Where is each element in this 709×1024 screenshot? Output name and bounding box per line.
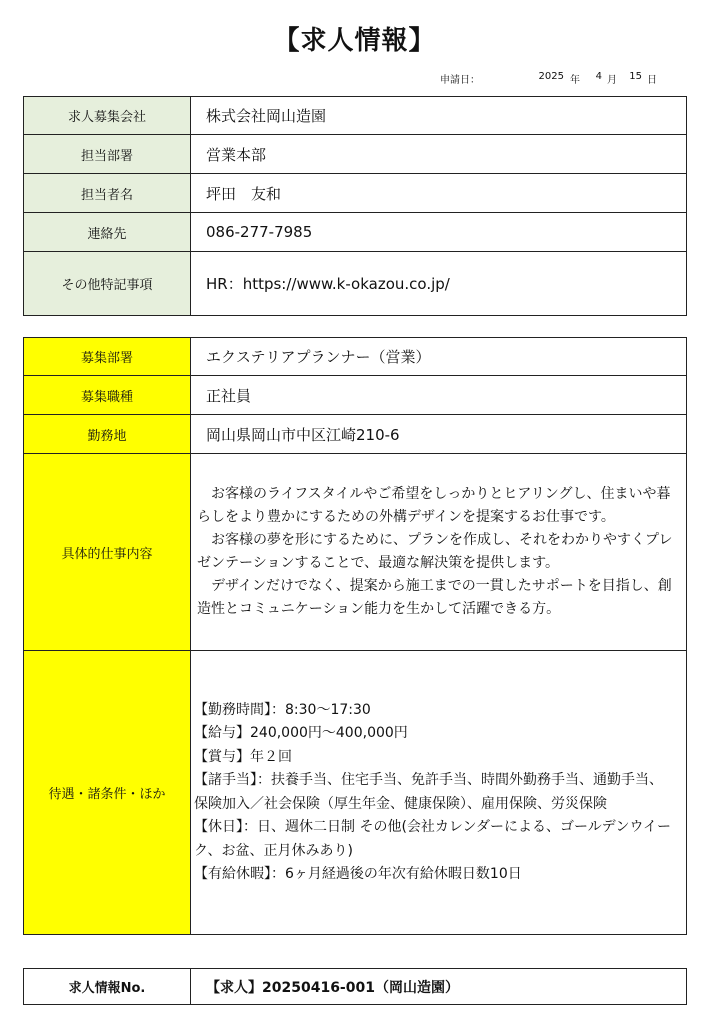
table-row [24, 415, 687, 454]
date-year: 2025 [538, 71, 564, 82]
department-label: 担当部署 [24, 135, 191, 174]
company-label: 求人募集会社 [24, 97, 191, 135]
table-row [24, 338, 687, 376]
condition-line: 【休日】：日、週休二日制 その他(会社カレンダーによる、ゴールデンウイーク、お盆、正月休みあり) [194, 819, 672, 859]
table-row [24, 213, 687, 252]
description-paragraph: お客様のライフスタイルやご希望をしっかりとヒアリングし、住まいや暮らしをより豊かにするための外構デザインを提案するお仕事です。 [197, 486, 671, 525]
listing-number-value: 【求人】20250416-001（岡山造園） [191, 969, 687, 1005]
description-paragraph: お客様の夢を形にするために、プランを作成し、それをわかりやすくプレゼンテーションすることで、最適な解決策を提供します。 [197, 532, 673, 571]
condition-line: 【有給休暇】：6ヶ月経過後の年次有給休暇日数10日 [194, 866, 522, 882]
conditions-value [191, 651, 687, 935]
listing-number-table [23, 968, 687, 1005]
recruit-department-value: エクステリアプランナー（営業） [191, 338, 687, 376]
department-value: 営業本部 [191, 135, 687, 174]
phone-value: 086-277-7985 [191, 213, 687, 252]
phone-label: 連絡先 [24, 213, 191, 252]
date-day: 15 [629, 71, 642, 82]
description-paragraph: デザインだけでなく、提案から施工までの一貫したサポートを目指し、創造性とコミュニケーション能力を生かして活躍できる方。 [197, 578, 672, 617]
recruit-department-label: 募集部署 [24, 338, 191, 376]
date-month: 4 [595, 71, 602, 82]
application-date [440, 71, 662, 86]
table-row [24, 454, 687, 651]
location-label: 勤務地 [24, 415, 191, 454]
job-description-value [191, 454, 687, 651]
table-row [24, 135, 687, 174]
notes-value: HR：https://www.k-okazou.co.jp/ [191, 252, 687, 316]
location-value: 岡山県岡山市中区江崎210-6 [191, 415, 687, 454]
table-row [24, 174, 687, 213]
date-label: 申請日： [440, 75, 480, 86]
notes-label: その他特記事項 [24, 252, 191, 316]
job-type-value: 正社員 [191, 376, 687, 415]
company-value: 株式会社岡山造園 [191, 97, 687, 135]
table-row [24, 252, 687, 316]
contact-person-value: 坪田 友和 [191, 174, 687, 213]
condition-line: 【賞与】年２回 [194, 748, 292, 765]
table-row [24, 651, 687, 935]
listing-number-label: 求人情報No. [24, 969, 191, 1005]
date-year-suffix: 年 [570, 75, 580, 86]
table-row [24, 376, 687, 415]
job-type-label: 募集職種 [24, 376, 191, 415]
date-month-suffix: 月 [607, 75, 617, 86]
condition-line: 【勤務時間】：8:30～17:30 [194, 701, 371, 718]
contact-person-label: 担当者名 [24, 174, 191, 213]
job-info-table [23, 337, 687, 935]
page-title: 【求人情報】 [273, 26, 436, 56]
table-row [24, 97, 687, 135]
condition-line: 【諸手当】：扶養手当、住宅手当、免許手当、時間外勤務手当、通勤手当、保険加入／社会保険（厚生年金、健康保険）、雇用保険、労災保険 [194, 772, 663, 812]
table-row [24, 969, 687, 1005]
condition-line: 【給与】240,000円～400,000円 [194, 725, 408, 741]
company-info-table [23, 96, 687, 316]
conditions-label: 待遇・諸条件・ほか [24, 651, 191, 935]
date-day-suffix: 日 [647, 75, 657, 86]
job-description-label: 具体的仕事内容 [24, 454, 191, 651]
